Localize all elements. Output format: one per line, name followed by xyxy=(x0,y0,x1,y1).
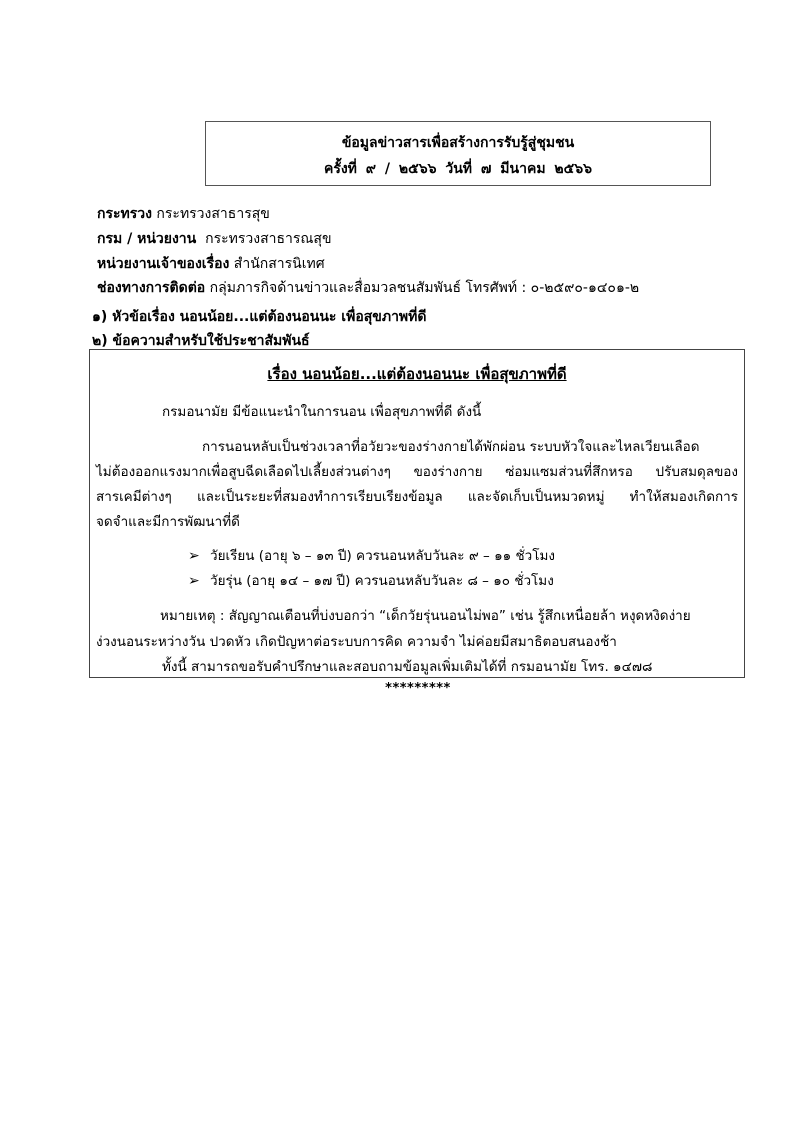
paragraph-line-3: สารเคมีต่างๆ และเป็นระยะที่สมองทำการเรียบเรียงข้อมูล และจัดเก็บเป็นหมวดหมู่ ทำให้สมองเกิดการ xyxy=(96,489,738,505)
arrow-right-icon: ➢ xyxy=(188,548,200,564)
intro-text: กรมอนามัย มีข้อแนะนำในการนอน เพื่อสุขภาพที่ดี ดังนี้ xyxy=(162,404,482,420)
header-issue-date: ครั้งที่ ๙ / ๒๕๖๖ วันที่ ๗ มีนาคม ๒๕๖๖ xyxy=(323,161,593,177)
owner-label: หน่วยงานเจ้าของเรื่อง xyxy=(97,256,230,272)
paragraph-line-1: การนอนหลับเป็นช่วงเวลาที่อวัยวะของร่างกายได้พักผ่อน ระบบหัวใจและไหลเวียนเลือด xyxy=(202,439,700,455)
department-row xyxy=(97,228,332,250)
department-label: กรม / หน่วยงาน xyxy=(97,231,197,247)
header-box xyxy=(205,121,711,186)
bullet-teen-age xyxy=(188,569,554,591)
note-line-2: ง่วงนอนระหว่างวัน ปวดหัว เกิดปัญหาต่อระบบการคิด ความจำ ไม่ค่อยมีสมาธิตอบสนองช้า xyxy=(96,634,617,650)
topic-heading: ๑) หัวข้อเรื่อง นอนน้อย...แต่ต้องนอนนะ เพื่อสุขภาพที่ดี xyxy=(92,309,427,325)
bullet-school-age xyxy=(188,544,555,566)
paragraph-line-2: ไม่ต้องออกแรงมากเพื่อสูบฉีดเลือดไปเลี้ยงส่วนต่างๆ ของร่างกาย ซ่อมแซมส่วนที่สึกหรอ ปรับสมดุลของ xyxy=(96,464,738,480)
contact-label: ช่องทางการติดต่อ xyxy=(97,280,206,296)
message-heading: ๒) ข้อความสำหรับใช้ประชาสัมพันธ์ xyxy=(92,333,310,349)
bullet-teen-age-text: วัยรุ่น (อายุ ๑๔ – ๑๗ ปี) ควรนอนหลับวันละ ๘ – ๑๐ ชั่วโมง xyxy=(210,573,554,589)
note-line-1: หมายเหตุ : สัญญาณเตือนที่บ่งบอกว่า “เด็กวัยรุ่นนอนไม่พอ” เช่น รู้สึกเหนื่อยล้า หงุดหงิดง่าย xyxy=(160,608,691,624)
end-marker: ********* xyxy=(385,681,451,696)
bullet-school-age-text: วัยเรียน (อายุ ๖ – ๑๓ ปี) ควรนอนหลับวันละ ๙ – ๑๑ ชั่วโมง xyxy=(210,548,555,564)
owner-row xyxy=(97,253,325,275)
contact-row xyxy=(97,277,639,299)
message-box xyxy=(89,349,745,678)
ministry-value: กระทรวงสาธารสุข xyxy=(156,206,270,222)
paragraph-line-4: จดจำและมีการพัฒนาที่ดี xyxy=(96,514,240,530)
contact-value: กลุ่มภารกิจด้านข่าวและสื่อมวลชนสัมพันธ์ โทรศัพท์ : ๐-๒๕๙๐-๑๔๐๑-๒ xyxy=(209,280,640,296)
note-line-3: ทั้งนี้ สามารถขอรับคำปรึกษาและสอบถามข้อมูลเพิ่มเติมได้ที่ กรมอนามัย โทร. ๑๔๗๘ xyxy=(162,659,653,675)
ministry-label: กระทรวง xyxy=(97,206,152,222)
message-title: เรื่อง นอนน้อย...แต่ต้องนอนนะ เพื่อสุขภาพที่ดี xyxy=(267,365,567,383)
arrow-right-icon: ➢ xyxy=(188,573,200,589)
owner-value: สำนักสารนิเทศ xyxy=(233,256,325,272)
header-title: ข้อมูลข่าวสารเพื่อสร้างการรับรู้สู่ชุมชน xyxy=(341,135,575,151)
department-value: กระทรวงสาธารณสุข xyxy=(205,231,332,247)
ministry-row xyxy=(97,203,270,225)
